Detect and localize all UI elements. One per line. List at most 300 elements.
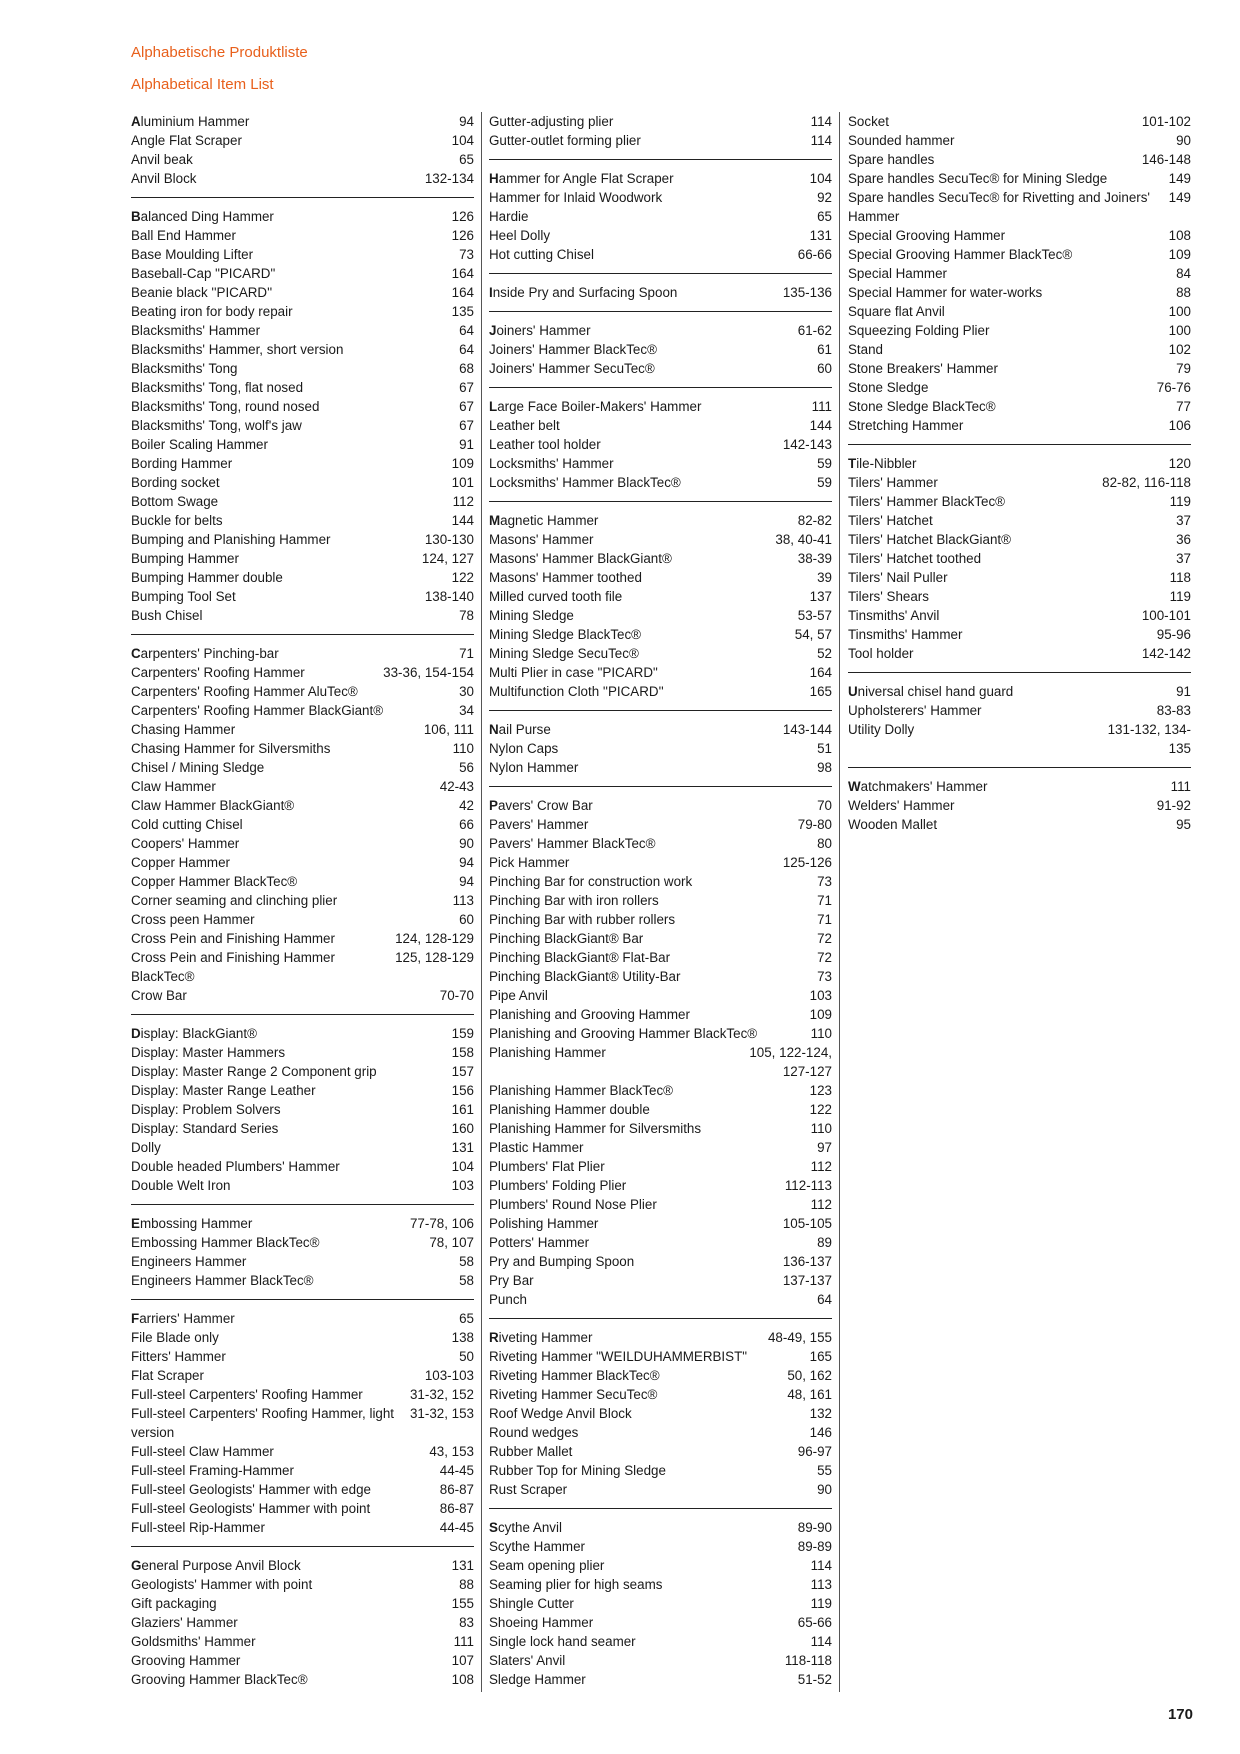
index-entry: [131, 1670, 474, 1689]
index-entry: [489, 891, 832, 910]
index-entry: [131, 777, 474, 796]
index-entry: [131, 226, 474, 245]
index-entry: [131, 1404, 474, 1442]
entry-name: Universal chisel hand guard: [848, 684, 1014, 699]
index-entry: [131, 1062, 474, 1081]
entry-pages: 77-78, 106: [409, 1216, 474, 1231]
index-entry: [489, 1651, 832, 1670]
letter-group-divider: [848, 444, 1191, 445]
index-entry: [489, 815, 832, 834]
entry-pages: 39: [817, 570, 832, 585]
index-entry: [131, 1594, 474, 1613]
entry-name: Rust Scraper: [489, 1482, 568, 1497]
entry-name: Bumping Hammer double: [131, 570, 283, 585]
letter-group-divider: [131, 634, 474, 635]
entry-pages: 120: [1168, 456, 1191, 471]
index-entry: [131, 1233, 474, 1252]
entry-pages: 107: [451, 1653, 474, 1668]
entry-name: Tilers' Hammer BlackTec®: [848, 494, 1006, 509]
index-entry: [489, 511, 832, 530]
index-entry: [489, 1613, 832, 1632]
index-entry: [131, 1575, 474, 1594]
index-entry: [489, 131, 832, 150]
entry-name: Glaziers' Hammer: [131, 1615, 238, 1630]
entry-pages: 55: [817, 1463, 832, 1478]
entry-pages: 82-82: [797, 513, 832, 528]
entry-name: Punch: [489, 1292, 527, 1307]
entry-pages: 119: [810, 1596, 832, 1611]
index-entry: [848, 302, 1191, 321]
index-entry: [131, 359, 474, 378]
index-entry: [131, 720, 474, 739]
entry-pages: 160: [451, 1121, 474, 1136]
entry-name: Geologists' Hammer with point: [131, 1577, 313, 1592]
entry-pages: 135: [451, 304, 474, 319]
index-entry: [131, 834, 474, 853]
index-entry: [131, 1632, 474, 1651]
entry-pages: 113: [452, 893, 474, 908]
index-entry: [489, 359, 832, 378]
index-entry: [131, 739, 474, 758]
entry-pages: 89: [817, 1235, 832, 1250]
index-entry: [489, 188, 832, 207]
entry-pages: 155: [451, 1596, 474, 1611]
index-entry: [489, 663, 832, 682]
entry-name: Tilers' Hammer: [848, 475, 938, 490]
entry-name: Pinching Bar with iron rollers: [489, 893, 659, 908]
index-entry: [489, 853, 832, 872]
entry-name: Double Welt Iron: [131, 1178, 231, 1193]
index-entry: [131, 378, 474, 397]
entry-name: Joiners' Hammer: [489, 323, 591, 338]
index-entry: [131, 929, 474, 948]
index-entry: [848, 131, 1191, 150]
index-entry: [131, 701, 474, 720]
index-entry: [131, 1461, 474, 1480]
index-entry: [131, 986, 474, 1005]
entry-name: Pinching BlackGiant® Bar: [489, 931, 644, 946]
entry-pages: 100: [1168, 304, 1191, 319]
entry-name: Full-steel Carpenters' Roofing Hammer: [131, 1387, 363, 1402]
entry-pages: 37: [1176, 551, 1191, 566]
entry-name: Pinching Bar for construction work: [489, 874, 693, 889]
entry-pages: 112: [452, 494, 474, 509]
entry-name: Bumping and Planishing Hammer: [131, 532, 331, 547]
index-entry: [848, 587, 1191, 606]
index-entry: [131, 891, 474, 910]
entry-name: Chasing Hammer: [131, 722, 236, 737]
entry-name: Copper Hammer: [131, 855, 230, 870]
entry-pages: 61: [817, 342, 832, 357]
entry-pages: 90: [817, 1482, 832, 1497]
index-entry: [131, 948, 474, 986]
entry-pages: 101: [451, 475, 474, 490]
index-entry: [489, 1537, 832, 1556]
index-entry: [489, 872, 832, 891]
entry-pages: 114: [810, 1634, 832, 1649]
index-entry: [131, 1157, 474, 1176]
index-entry: [489, 473, 832, 492]
entry-name: Slaters' Anvil: [489, 1653, 566, 1668]
entry-pages: 161: [451, 1102, 474, 1117]
entry-pages: 118-118: [784, 1653, 832, 1668]
entry-pages: 137: [809, 589, 832, 604]
entry-pages: 108: [451, 1672, 474, 1687]
index-entry: [489, 549, 832, 568]
index-entry: [489, 1461, 832, 1480]
index-entry: [489, 1157, 832, 1176]
entry-name: Full-steel Framing-Hammer: [131, 1463, 294, 1478]
entry-pages: 51: [817, 741, 832, 756]
entry-pages: 64: [817, 1292, 832, 1307]
index-entry: [131, 1081, 474, 1100]
entry-pages: 42-43: [439, 779, 474, 794]
index-entry: [489, 397, 832, 416]
page-number: 170: [1167, 1706, 1193, 1723]
entry-name: Squeezing Folding Plier: [848, 323, 990, 338]
entry-name: Stone Sledge: [848, 380, 929, 395]
entry-pages: 31-32, 152: [409, 1387, 474, 1402]
entry-name: Rubber Top for Mining Sledge: [489, 1463, 666, 1478]
entry-name: Bording Hammer: [131, 456, 233, 471]
index-entry: [848, 701, 1191, 720]
index-entry: [131, 207, 474, 226]
index-entry: [489, 1271, 832, 1290]
index-entry: [489, 606, 832, 625]
index-entry: [489, 1480, 832, 1499]
entry-pages: 48-49, 155: [767, 1330, 832, 1345]
entry-name: Tilers' Shears: [848, 589, 929, 604]
letter-group-divider: [131, 197, 474, 198]
letter-group-divider: [131, 1204, 474, 1205]
entry-pages: 112: [810, 1159, 832, 1174]
entry-name: Display: Master Range 2 Component grip: [131, 1064, 377, 1079]
entry-pages: 61-62: [797, 323, 832, 338]
index-entry: [131, 416, 474, 435]
entry-pages: 122: [809, 1102, 832, 1117]
index-entry: [848, 169, 1191, 188]
entry-name: Plumbers' Folding Plier: [489, 1178, 627, 1193]
index-entry: [131, 1499, 474, 1518]
entry-name: Magnetic Hammer: [489, 513, 599, 528]
index-entry: [489, 1119, 832, 1138]
letter-group-divider: [489, 387, 832, 388]
index-entry: [489, 1632, 832, 1651]
entry-name: Bush Chisel: [131, 608, 203, 623]
entry-pages: 59: [817, 456, 832, 471]
entry-pages: 96-97: [797, 1444, 832, 1459]
entry-pages: 136-137: [782, 1254, 832, 1269]
index-entry: [848, 283, 1191, 302]
index-entry: [489, 1366, 832, 1385]
entry-name: Sledge Hammer: [489, 1672, 586, 1687]
index-entry: [131, 1518, 474, 1537]
entry-pages: 113: [810, 1577, 832, 1592]
entry-pages: 73: [459, 247, 474, 262]
letter-group-divider: [489, 159, 832, 160]
entry-pages: 142-143: [782, 437, 832, 452]
entry-name: Seam opening plier: [489, 1558, 605, 1573]
entry-pages: 125, 128-129: [395, 950, 474, 965]
entry-name: Blacksmiths' Hammer: [131, 323, 261, 338]
entry-pages: 70-70: [439, 988, 474, 1003]
entry-name: Embossing Hammer: [131, 1216, 253, 1231]
entry-name: Masons' Hammer toothed: [489, 570, 642, 585]
index-entry: [489, 910, 832, 929]
index-entry: [489, 587, 832, 606]
column-divider: [481, 112, 482, 1692]
entry-pages: 142-142: [1141, 646, 1191, 661]
entry-name: Baseball-Cap "PICARD": [131, 266, 276, 281]
entry-pages: 123: [809, 1083, 832, 1098]
entry-name: Cross peen Hammer: [131, 912, 255, 927]
entry-name: Pipe Anvil: [489, 988, 548, 1003]
entry-pages: 89-89: [797, 1539, 832, 1554]
entry-name: Large Face Boiler-Makers' Hammer: [489, 399, 702, 414]
index-entry: [848, 549, 1191, 568]
entry-pages: 111: [1170, 779, 1191, 794]
entry-name: Tinsmiths' Anvil: [848, 608, 940, 623]
index-entry: [848, 264, 1191, 283]
entry-name: Special Grooving Hammer BlackTec®: [848, 247, 1073, 262]
entry-pages: 83: [459, 1615, 474, 1630]
index-entry: [489, 1081, 832, 1100]
entry-pages: 82-82, 116-118: [1102, 475, 1191, 490]
entry-pages: 164: [451, 285, 474, 300]
entry-name: Pinching BlackGiant® Utility-Bar: [489, 969, 681, 984]
index-entry: [489, 739, 832, 758]
index-entry: [131, 549, 474, 568]
entry-pages: 60: [817, 361, 832, 376]
index-column-2: [489, 112, 832, 1689]
entry-pages: 114: [810, 133, 832, 148]
entry-name: Leather tool holder: [489, 437, 601, 452]
entry-pages: 33-36, 154-154: [383, 665, 474, 680]
entry-pages: 30: [459, 684, 474, 699]
entry-name: Masons' Hammer BlackGiant®: [489, 551, 672, 566]
entry-pages: 95: [1176, 817, 1191, 832]
entry-pages: 68: [459, 361, 474, 376]
entry-pages: 105, 122-124, 127-127: [749, 1045, 832, 1079]
entry-name: Chasing Hammer for Silversmiths: [131, 741, 331, 756]
entry-pages: 52: [817, 646, 832, 661]
entry-name: Multi Plier in case "PICARD": [489, 665, 658, 680]
entry-pages: 132: [809, 1406, 832, 1421]
entry-pages: 125-126: [782, 855, 832, 870]
entry-name: Pavers' Hammer BlackTec®: [489, 836, 656, 851]
index-entry: [489, 321, 832, 340]
entry-pages: 109: [809, 1007, 832, 1022]
index-entry: [489, 530, 832, 549]
index-entry: [131, 1651, 474, 1670]
entry-pages: 164: [451, 266, 474, 281]
index-entry: [131, 853, 474, 872]
entry-pages: 149: [1168, 171, 1191, 186]
index-entry: [489, 986, 832, 1005]
index-entry: [489, 929, 832, 948]
entry-name: Hammer for Inlaid Woodwork: [489, 190, 663, 205]
index-entry: [489, 1195, 832, 1214]
index-entry: [489, 948, 832, 967]
letter-group-divider: [489, 501, 832, 502]
index-entry: [131, 1480, 474, 1499]
entry-name: Leather belt: [489, 418, 560, 433]
index-entry: [131, 1442, 474, 1461]
letter-group-divider: [489, 273, 832, 274]
letter-group-divider: [489, 710, 832, 711]
entry-name: Locksmiths' Hammer BlackTec®: [489, 475, 681, 490]
index-entry: [131, 1119, 474, 1138]
entry-pages: 44-45: [439, 1520, 474, 1535]
index-entry: [131, 758, 474, 777]
entry-name: Crow Bar: [131, 988, 187, 1003]
entry-name: Riveting Hammer BlackTec®: [489, 1368, 660, 1383]
index-entry: [848, 245, 1191, 264]
entry-name: Gutter-outlet forming plier: [489, 133, 641, 148]
entry-name: Heel Dolly: [489, 228, 551, 243]
letter-group-divider: [489, 1318, 832, 1319]
entry-pages: 94: [459, 874, 474, 889]
entry-name: Masons' Hammer: [489, 532, 594, 547]
index-entry: [131, 1328, 474, 1347]
entry-name: Corner seaming and clinching plier: [131, 893, 338, 908]
entry-pages: 105-105: [782, 1216, 832, 1231]
index-entry: [131, 644, 474, 663]
entry-pages: 156: [451, 1083, 474, 1098]
entry-name: Mining Sledge BlackTec®: [489, 627, 642, 642]
entry-name: Claw Hammer BlackGiant®: [131, 798, 295, 813]
entry-pages: 72: [817, 931, 832, 946]
index-entry: [848, 378, 1191, 397]
entry-pages: 59: [817, 475, 832, 490]
entry-name: Mining Sledge: [489, 608, 574, 623]
entry-name: Carpenters' Roofing Hammer BlackGiant®: [131, 703, 384, 718]
index-entry: [489, 1442, 832, 1461]
column-divider: [839, 112, 840, 1692]
entry-pages: 48, 161: [787, 1387, 832, 1402]
entry-name: Stone Sledge BlackTec®: [848, 399, 996, 414]
entry-pages: 58: [459, 1273, 474, 1288]
entry-name: Full-steel Geologists' Hammer with point: [131, 1501, 371, 1516]
index-entry: [848, 625, 1191, 644]
entry-name: Grooving Hammer: [131, 1653, 241, 1668]
entry-name: Gutter-adjusting plier: [489, 114, 614, 129]
entry-name: Pavers' Crow Bar: [489, 798, 593, 813]
entry-name: Hot cutting Chisel: [489, 247, 594, 262]
index-entry: [131, 606, 474, 625]
entry-pages: 104: [451, 133, 474, 148]
entry-pages: 58: [459, 1254, 474, 1269]
entry-pages: 159: [451, 1026, 474, 1041]
entry-name: Stand: [848, 342, 883, 357]
entry-name: Multifunction Cloth ''PICARD'': [489, 684, 664, 699]
entry-pages: 95-96: [1156, 627, 1191, 642]
entry-name: Anvil Block: [131, 171, 197, 186]
entry-name: Tilers' Hatchet BlackGiant®: [848, 532, 1011, 547]
entry-pages: 71: [817, 912, 832, 927]
entry-name: Rubber Mallet: [489, 1444, 573, 1459]
entry-pages: 64: [459, 342, 474, 357]
entry-pages: 65-66: [797, 1615, 832, 1630]
entry-name: Joiners' Hammer BlackTec®: [489, 342, 657, 357]
entry-pages: 79-80: [797, 817, 832, 832]
entry-name: Socket: [848, 114, 889, 129]
entry-name: Full-steel Claw Hammer: [131, 1444, 274, 1459]
entry-pages: 126: [451, 228, 474, 243]
entry-pages: 144: [451, 513, 474, 528]
entry-pages: 112: [810, 1197, 832, 1212]
index-entry: [848, 777, 1191, 796]
entry-pages: 158: [451, 1045, 474, 1060]
index-entry: [489, 1594, 832, 1613]
index-entry: [848, 492, 1191, 511]
letter-group-divider: [489, 786, 832, 787]
index-entry: [489, 169, 832, 188]
entry-name: Full-steel Geologists' Hammer with edge: [131, 1482, 371, 1497]
index-entry: [489, 416, 832, 435]
entry-name: Farriers' Hammer: [131, 1311, 235, 1326]
index-column-3: [848, 112, 1191, 834]
entry-name: Pry and Bumping Spoon: [489, 1254, 635, 1269]
entry-name: Boiler Scaling Hammer: [131, 437, 268, 452]
index-entry: [489, 226, 832, 245]
entry-name: Planishing Hammer BlackTec®: [489, 1083, 674, 1098]
entry-pages: 98: [817, 760, 832, 775]
entry-name: Anvil beak: [131, 152, 193, 167]
entry-pages: 103: [809, 988, 832, 1003]
index-entry: [131, 1309, 474, 1328]
entry-name: Locksmiths' Hammer: [489, 456, 614, 471]
letter-group-divider: [131, 1014, 474, 1015]
entry-pages: 124, 127: [421, 551, 474, 566]
entry-name: Hardie: [489, 209, 529, 224]
entry-pages: 34: [459, 703, 474, 718]
entry-name: Cold cutting Chisel: [131, 817, 243, 832]
entry-name: Nylon Hammer: [489, 760, 579, 775]
index-entry: [131, 169, 474, 188]
index-entry: [848, 416, 1191, 435]
entry-pages: 102: [1168, 342, 1191, 357]
entry-pages: 104: [809, 171, 832, 186]
index-entry: [131, 872, 474, 891]
entry-pages: 106: [1168, 418, 1191, 433]
index-entry: [131, 1176, 474, 1195]
entry-name: Full-steel Carpenters' Roofing Hammer, light version: [131, 1406, 395, 1440]
entry-name: Special Hammer: [848, 266, 947, 281]
index-entry: [489, 1024, 832, 1043]
index-entry: [489, 1575, 832, 1594]
entry-name: Tinsmiths' Hammer: [848, 627, 963, 642]
index-entry: [848, 682, 1191, 701]
index-entry: [131, 492, 474, 511]
entry-name: Aluminium Hammer: [131, 114, 250, 129]
index-entry: [848, 606, 1191, 625]
entry-pages: 119: [1169, 589, 1191, 604]
entry-name: Blacksmiths' Tong, round nosed: [131, 399, 320, 414]
entry-name: Ball End Hammer: [131, 228, 236, 243]
index-entry: [131, 1024, 474, 1043]
entry-name: Shoeing Hammer: [489, 1615, 594, 1630]
index-entry: [131, 1613, 474, 1632]
index-entry: [848, 188, 1191, 226]
entry-pages: 112-113: [784, 1178, 832, 1193]
index-entry: [848, 397, 1191, 416]
entry-name: Wooden Mallet: [848, 817, 938, 832]
entry-pages: 131: [451, 1140, 474, 1155]
index-entry: [131, 1385, 474, 1404]
entry-pages: 50: [459, 1349, 474, 1364]
entry-name: Full-steel Rip-Hammer: [131, 1520, 265, 1535]
